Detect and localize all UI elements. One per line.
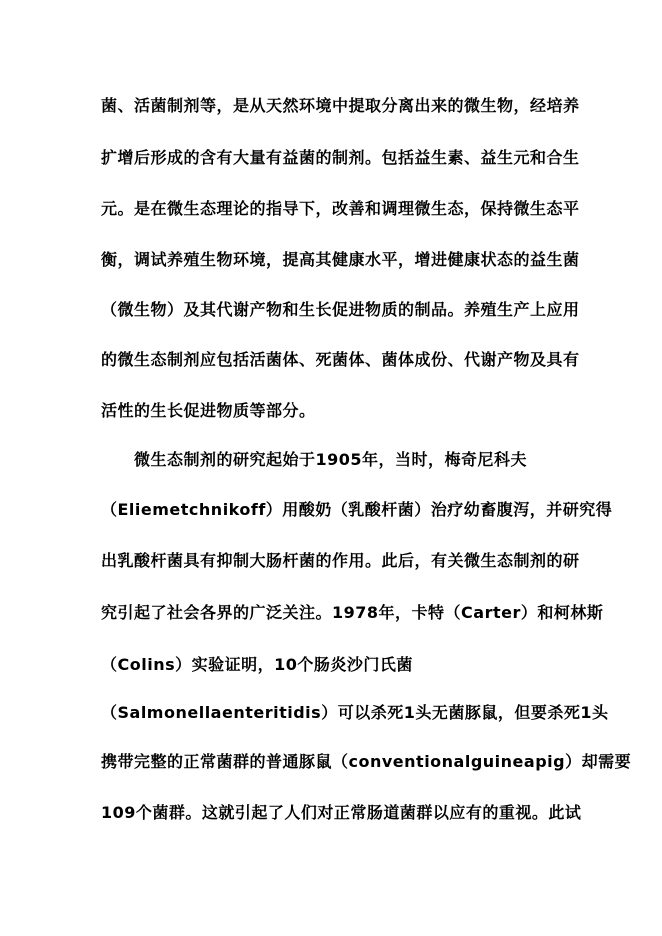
paragraph-line: 活性的生长促进物质等部分。 <box>101 401 316 420</box>
paragraph-line: 元。是在微生态理论的指导下，改善和调理微生态，保持微生态平 <box>101 199 580 218</box>
paragraph-line: （Colins）实验证明，10个肠炎沙门氏菌 <box>101 655 413 674</box>
paragraph-line: 的微生态制剂应包括活菌体、死菌体、菌体成份、代谢产物及具有 <box>101 350 580 369</box>
paragraph-line: 菌、活菌制剂等，是从天然环境中提取分离出来的微生物，经培养 <box>101 96 580 115</box>
paragraph-line: （Salmonellaenteritidis）可以杀死1头无菌豚鼠，但要杀死1头 <box>101 703 609 722</box>
paragraph-line: 携带完整的正常菌群的普通豚鼠（conventionalguineapig）却需要 <box>101 752 632 771</box>
paragraph-line: （Eliemetchnikoff）用酸奶（乳酸杆菌）治疗幼畜腹泻，并研究得 <box>101 500 613 519</box>
paragraph-line: （微生物）及其代谢产物和生长促进物质的制品。养殖生产上应用 <box>101 300 580 319</box>
paragraph-line: 衡，调试养殖生物环境，提高其健康水平，增进健康状态的益生菌 <box>101 250 580 269</box>
paragraph-line: 微生态制剂的研究起始于1905年，当时，梅奇尼科夫 <box>134 450 528 469</box>
paragraph-line: 109个菌群。这就引起了人们对正常肠道菌群以应有的重视。此试 <box>101 803 582 822</box>
paragraph-line: 出乳酸杆菌具有抑制大肠杆菌的作用。此后，有关微生态制剂的研 <box>101 551 580 570</box>
paragraph-line: 扩增后形成的含有大量有益菌的制剂。包括益生素、益生元和合生 <box>101 148 580 167</box>
paragraph-line: 究引起了社会各界的广泛关注。1978年，卡特（Carter）和柯林斯 <box>101 603 604 622</box>
